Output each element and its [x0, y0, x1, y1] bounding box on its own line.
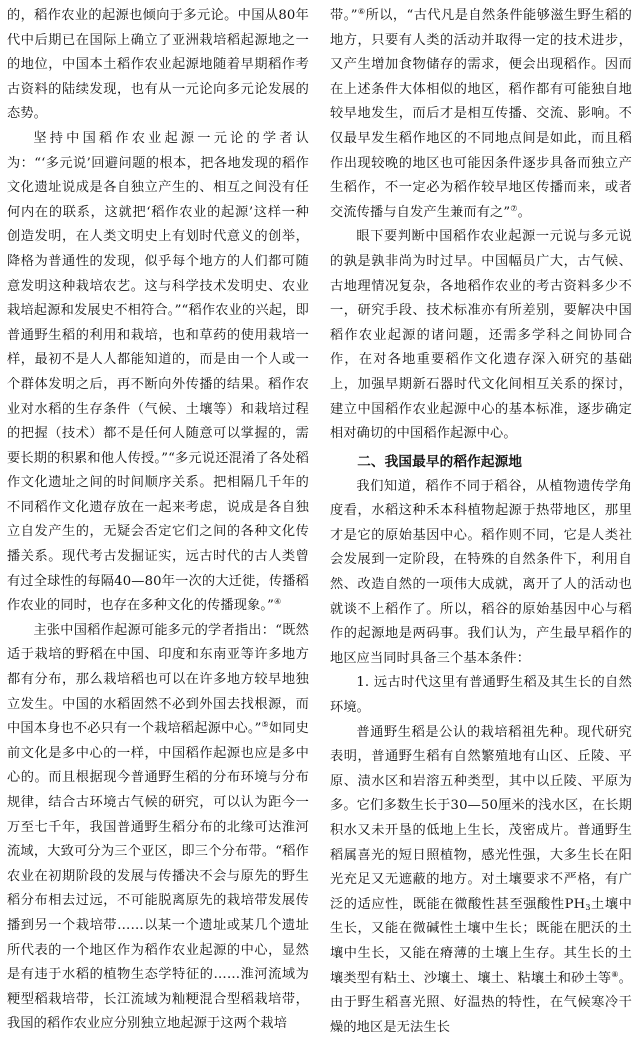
footnote-marker: ⑥: [357, 7, 366, 16]
left-column: [7, 4, 309, 1037]
paragraph-text: 眼下要判断中国稻作农业起源一元说与多元说的孰是孰非尚为时过早。中国幅员广大，古气候、古地理情况复杂，各地稻作农业的考古资料多少不一，研究手段、技术标准亦有所差别，要解决中国稻作农业起源的诸问题，还需多学科之间协同合作，在对各地重要稻作文化遗存深入研究的基础上，加强早期新石器时代文化间相互关系的探讨，建立中国稻作农业起源中心的基本标准，逐步确定相对确切的中国稻作起源中心。: [330, 229, 632, 442]
paragraph-text: 如同史前文化是多中心的一样，中国稻作起源也应是多中心的。而且根据现今普通野生稻的分布环境与分布规律，结合古环境古气候的研究，可以认为距今一万至七千年，我国普通野生稻分布的北缘可达淮河流域，大致可分为三个亚区，即三个分布带。“稻作农业在初期阶段的发展与传播决不会与原先的野生稻分布相去过远，不可能脱离原先的栽培带发展传播到另一个栽培带……以某一个遗址或某几个遗址所代表的一个地区作为稻作农业起源的中心，显然是有违于水稻的植物生态学特征的……淮河流域为粳型稻栽培带，长江流域为籼粳混合型稻栽培带，我国的稻作农业应分别独立地起源于这两个栽培: [7, 721, 310, 1032]
paragraph: [7, 4, 309, 127]
paragraph: [330, 721, 632, 1040]
footnote-marker: ⑦: [510, 203, 518, 213]
footnote-marker: ④: [274, 597, 282, 607]
paragraph-text: 。: [517, 204, 531, 220]
section-heading: 二、我国最早的稻作起源地: [357, 453, 523, 470]
paragraph: [330, 225, 632, 446]
paragraph: [330, 4, 632, 225]
paragraph: [330, 475, 632, 672]
paragraph-text: 坚持中国稻作农业起源一元论的学者认为：“‘多元说’回避问题的根本，把各地发现的稻作文化遗址说成是各自独立产生的、相互之间没有任何内在的联系，这就把‘稻作农业的起源’这样一种创造发明，在人类文明史上有划时代意义的创举，降格为普通性的发现，似乎每个地方的人们都可随意发明这种栽培农艺。这与科学技术发明史、农业栽培起源和发展史不相符合。”“稻作农业的兴起，即普通野生稻的利用和栽培，也和草药的使用栽培一样，最初不是人人都能知道的，而是由一个人或一个群体发明之后，再不断向外传播的结果。稻作农业对水稻的生存条件（气候、土壤等）和栽培过程的把握（技术）都不是任何人随意可以掌握的，需要长期的积累和他人传授。”“多元说还混淆了各处稻作文化遗址之间的时间顺序关系。把相隔几千年的不同稻作文化遗存放在一起来考虑，说成是各自独立自发产生的，无疑会否定它们之间的各种文化传播关系。现代考古发掘证实，远古时代的古人类曾有过全球性的每隔40—80年一次的大迁徙，传播稻作农业的同时，也存在多种文化的传播现象。”: [7, 130, 309, 614]
right-column: [330, 4, 632, 1040]
paragraph-text: 普通野生稻是公认的栽培稻祖先种。现代研究表明，普通野生稻有自然繁殖地有山区、丘陵、平原、渍水区和岩溶五种类型，其中以丘陵、平原为多。它们多数生长于30—50厘米的浅水区，在长期积水又未开垦的低地上生长，茂密成片。普通野生稻属喜光的短日照植物，感光性强，大多生长在阳光充足又无遮蔽的地方。对土壤要求不严格，有广泛的适应性，既能在微酸性甚至强酸性PH: [330, 724, 632, 912]
paragraph: [7, 127, 309, 619]
paragraph: [7, 619, 309, 1037]
paragraph-text: 。由于野生稻喜光照、好温热的特性，在气候寒冷干燥的地区是无法生长: [330, 970, 632, 1035]
paragraph-text: 我们知道，稻作不同于稻谷，从植物遗传学角度看，水稻这种禾本科植物起源于热带地区，那里才是它的原始基因中心。稻作则不同，它是人类社会发展到一定阶段，在特殊的自然条件下，利用自然、改造自然的一项伟大成就，离开了人的活动也就谈不上稻作了。所以，稻谷的原始基因中心与稻作的起源地是两码事。我们认为，产生最早稻作的地区应当同时具备三个基本条件：: [330, 478, 632, 666]
paragraph-text: 的，稻作农业的起源也倾向于多元论。中国从80年代中后期已在国际上确立了亚洲栽培稻起源地之一的地位，中国本土稻作农业起源地随着早期稻作考古资料的陆续发现，也有从一元论向多元论发展的态势。: [7, 8, 309, 122]
paragraph-text: 所以，“古代凡是自然条件能够滋生野生稻的地方，只要有人类的活动并取得一定的技术进步，又产生增加食物储存的需求，便会出现稻作。因而在上述条件大体相似的地区，稻作都有可能独自地较早地发生，而后才是相互传播、交流、影响。不仅最早发生稻作地区的不同地点间是如此，而且稻作出现较晚的地区也可能因条件逐步具备而独立产生稻作，不一定必为稻作较早地区传播而来，或者交流传播与自发产生兼而有之”: [330, 8, 632, 220]
numbered-condition: [330, 671, 632, 720]
footnote-marker: ⑧: [611, 969, 619, 979]
paragraph-text: 带。”: [330, 8, 358, 23]
paragraph-text: 1. 远古时代这里有普通野生稻及其生长的自然环境。: [330, 675, 632, 716]
subscript: 3: [585, 902, 591, 912]
footnote-marker: ⑤: [261, 720, 269, 730]
paragraph-text: 土壤中生长，又能在微碱性土壤中生长；既能在肥沃的土壤中生长，又能在瘠薄的土壤上生存。其生长的土壤类型有粘土、沙壤土、壤土、粘壤土和砂土等: [330, 896, 632, 986]
paragraph-text: 主张中国稻作起源可能多元的学者指出：“既然适于栽培的野稻在中国、印度和东南亚等许多地方都有分布，那么栽培稻也可以在许多地方较早地独立发生。中国的水稻固然不必到外国去找根源，而中国本身也不必只有一个栽培稻起源中心。”: [7, 622, 309, 737]
